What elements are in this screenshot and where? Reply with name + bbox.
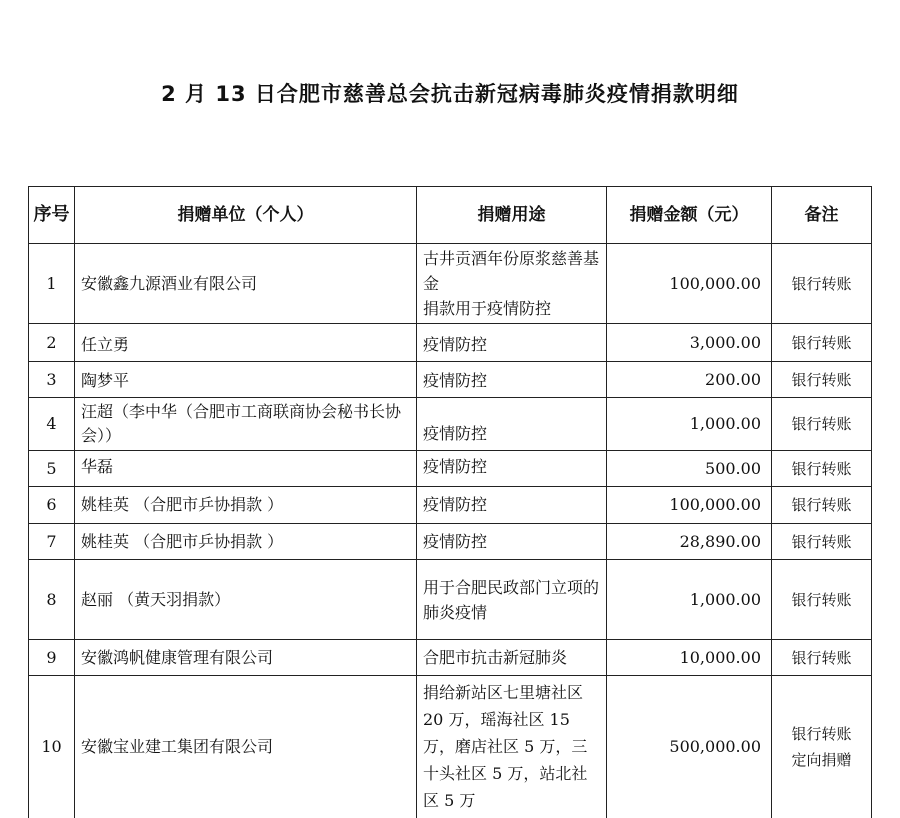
cell-note: 银行转账 [772,324,872,362]
table-row [29,398,872,451]
table-row [29,244,872,324]
cell-donor: 华磊 [75,451,417,487]
cell-amount: 200.00 [607,362,772,398]
header-use: 捐赠用途 [417,187,607,244]
table-row [29,362,872,398]
cell-use: 古井贡酒年份原浆慈善基金 捐款用于疫情防控 [417,244,607,324]
cell-donor: 姚桂英 （合肥市乒协捐款 ） [75,487,417,524]
cell-note: 银行转账 [772,560,872,640]
cell-donor: 姚桂英 （合肥市乒协捐款 ） [75,524,417,560]
header-amount: 捐赠金额（元） [607,187,772,244]
cell-note: 银行转账 [772,362,872,398]
table-row [29,451,872,487]
cell-seq: 5 [29,451,75,487]
table-row [29,640,872,676]
cell-donor: 安徽鑫九源酒业有限公司 [75,244,417,324]
cell-use: 用于合肥民政部门立项的 肺炎疫情 [417,560,607,640]
cell-use: 疫情防控 [417,362,607,398]
cell-use: 捐给新站区七里塘社区 20 万，瑶海社区 15 万，磨店社区 5 万，三十头社区 5 万，站北社区 5 万 [417,676,607,818]
cell-donor: 任立勇 [75,324,417,362]
cell-seq: 8 [29,560,75,640]
cell-amount: 500,000.00 [607,676,772,818]
cell-donor: 陶梦平 [75,362,417,398]
cell-use: 疫情防控 [417,524,607,560]
cell-seq: 7 [29,524,75,560]
cell-use: 疫情防控 [417,487,607,524]
cell-use: 疫情防控 [417,324,607,362]
cell-use: 合肥市抗击新冠肺炎 [417,640,607,676]
cell-donor: 安徽鸿帆健康管理有限公司 [75,640,417,676]
header-seq: 序号 [29,187,75,244]
cell-seq: 6 [29,487,75,524]
cell-donor: 赵丽 （黄天羽捐款） [75,560,417,640]
table-row [29,524,872,560]
cell-amount: 1,000.00 [607,560,772,640]
cell-use: 疫情防控 [417,451,607,487]
table-row [29,676,872,818]
cell-donor: 汪超（李中华（合肥市工商联商协会秘书长协会）） [75,398,417,451]
cell-amount: 100,000.00 [607,487,772,524]
cell-amount: 100,000.00 [607,244,772,324]
table-row [29,560,872,640]
cell-amount: 500.00 [607,451,772,487]
cell-donor: 安徽宝业建工集团有限公司 [75,676,417,818]
cell-seq: 9 [29,640,75,676]
cell-note: 银行转账 [772,244,872,324]
cell-note: 银行转账 [772,451,872,487]
table-row [29,487,872,524]
cell-note: 银行转账 [772,640,872,676]
cell-seq: 3 [29,362,75,398]
cell-seq: 4 [29,398,75,451]
cell-amount: 10,000.00 [607,640,772,676]
header-donor: 捐赠单位（个人） [75,187,417,244]
cell-use: 疫情防控 [417,398,607,451]
cell-seq: 1 [29,244,75,324]
cell-note: 银行转账 [772,524,872,560]
cell-seq: 10 [29,676,75,818]
cell-amount: 3,000.00 [607,324,772,362]
table-header-row [29,187,872,244]
page-title: 2 月 13 日合肥市慈善总会抗击新冠病毒肺炎疫情捐款明细 [161,82,739,106]
cell-note: 银行转账 [772,487,872,524]
cell-note: 银行转账 定向捐赠 [772,676,872,818]
header-note: 备注 [772,187,872,244]
table-row [29,324,872,362]
cell-amount: 28,890.00 [607,524,772,560]
donation-table [28,186,872,818]
cell-amount: 1,000.00 [607,398,772,451]
cell-seq: 2 [29,324,75,362]
cell-note: 银行转账 [772,398,872,451]
